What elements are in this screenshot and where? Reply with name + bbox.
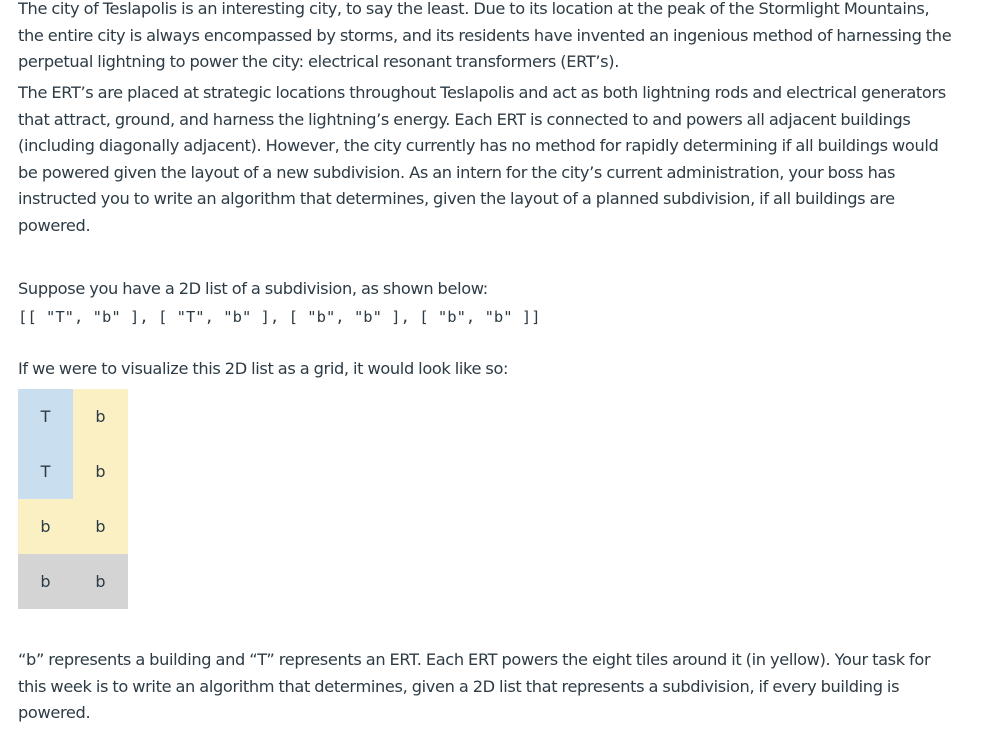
subdivision-grid: [18, 389, 128, 609]
grid-cell: b: [73, 444, 128, 499]
task-paragraph: “b” represents a building and “T” represents an ERT. Each ERT powers the eight tiles around it (in yellow). Your task for this week is to write an algorithm that determines, given a 2D list that represents a subdivision, if every building is powered.: [18, 650, 931, 722]
grid-cell: b: [18, 499, 73, 554]
grid-cell: b: [73, 554, 128, 609]
grid-cell: T: [18, 444, 73, 499]
grid-cell: b: [73, 389, 128, 444]
code-example: [[ "T", "b" ], [ "T", "b" ], [ "b", "b" ], [ "b", "b" ]]: [18, 308, 541, 326]
intro-paragraph: The city of Teslapolis is an interesting city, to say the least. Due to its location at the peak of the Stormlight Mountains, the entire city is always encompassed by storms, and its residents have invented an ingenious method of harnessing the perpetual lightning to power the city: electrical resonant transformers (ERT’s).: [18, 0, 952, 71]
visualize-paragraph: If we were to visualize this 2D list as a grid, it would look like so:: [18, 359, 509, 378]
grid-cell: T: [18, 389, 73, 444]
ert-description-paragraph: The ERT’s are placed at strategic locations throughout Teslapolis and act as both lightning rods and electrical generators that attract, ground, and harness the lightning’s energy. Each ERT is connected to and powers all adjacent buildings (including diagonally adjacent). However, the city currently has no method for rapidly determining if all buildings would be powered given the layout of a new subdivision. As an intern for the city’s current administration, your boss has instructed you to write an algorithm that determines, given the layout of a planned subdivision, if all buildings are powered.: [18, 83, 946, 235]
grid-cell: b: [73, 499, 128, 554]
grid-cell: b: [18, 554, 73, 609]
suppose-paragraph: Suppose you have a 2D list of a subdivision, as shown below:: [18, 279, 488, 298]
